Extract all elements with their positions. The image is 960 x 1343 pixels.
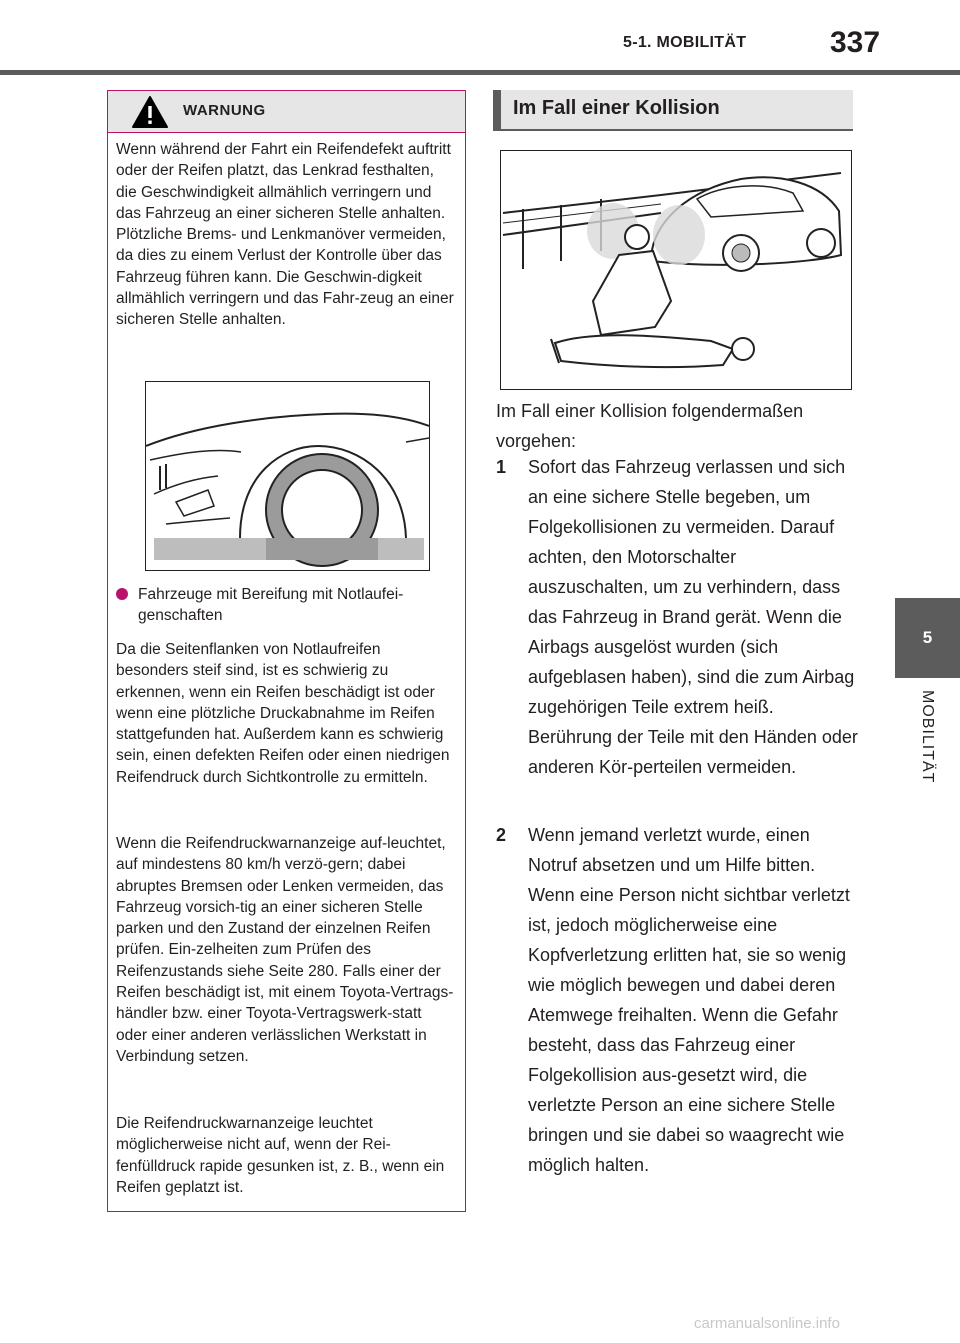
step-text: Wenn jemand verletzt wurde, einen Notruf absetzen und um Hilfe bitten. Wenn eine Person nicht sichtbar verletzt ist, jedoch möglicherweise eine Kopfverletzung erlitten hat, sie so wenig wie möglich bewegen und dabei deren Atemwege freihalten. Wenn die Gefahr besteht, dass das Fahrzeug einer Folgekollision aus-gesetzt wird, die verletzte Person an eine sichere Stelle bringen und sie dabei so waagrecht wie möglich halten.	[528, 825, 850, 1175]
roadside-first-aid-drawing	[501, 151, 851, 389]
warning-title: WARNUNG	[183, 102, 266, 119]
warning-header	[108, 91, 465, 133]
section-header-underline	[493, 129, 853, 131]
collision-intro: Im Fall einer Kollision folgendermaßen vorgehen:	[496, 401, 804, 451]
warning-paragraph-2: Da die Seitenflanken von Notlaufreifen besonders steif sind, ist es schwierig zu erkennen, wenn ein Reifen beschädigt ist oder wenn eine plötzliche Druckabnahme im Reifen stattgefunden hat. Außerdem kann es schwierig sein, einen defekten Reifen oder einen niedrigen Reifendruck durch Sichtkontrolle zu ermitteln.	[116, 641, 450, 786]
watermark: carmanualsonline.info	[694, 1315, 840, 1332]
section-header-bar	[493, 90, 501, 131]
bullet-dot-icon	[116, 588, 128, 600]
collision-illustration	[500, 150, 852, 390]
step-number: 1	[496, 457, 507, 477]
chapter-number: 5	[922, 628, 933, 647]
header-rule	[0, 70, 960, 75]
warning-paragraph-4: Die Reifendruckwarnanzeige leuchtet möglicherweise nicht auf, wenn der Rei-fenfülldruck rapide gesunken ist, z. B., wenn ein Reifen geplatzt ist.	[116, 1115, 445, 1196]
collision-section-header	[493, 90, 853, 131]
collision-section-title: Im Fall einer Kollision	[513, 97, 720, 119]
page-number: 337	[830, 26, 881, 59]
warning-triangle-icon	[131, 95, 169, 129]
chapter-label: MOBILITÄT	[919, 690, 936, 784]
warning-paragraph-1: Wenn während der Fahrt ein Reifendefekt auftritt oder der Reifen platzt, das Lenkrad festhalten, die Geschwindigkeit allmählich verringern und das Fahrzeug an einer sicheren Stelle anhalten. Plötzliche Brems- und Lenkmanöver vermeiden, da dies zu einem Verlust der Kontrolle über das Fahrzeug führen kann. Die Geschwin-digkeit allmählich verringern und das Fahr-zeug an einer sicheren Stelle anhalten.	[116, 141, 454, 329]
warning-paragraph-3: Wenn die Reifendruckwarnanzeige auf-leuchtet, auf mindestens 80 km/h verzö-gern; dabei abruptes Bremsen oder Lenken vermeiden, das Fahrzeug vorsich-tig an einer sicheren Stelle parken und den Zustand der einzelnen Reifen prüfen. Ein-zelheiten zum Prüfen des Reifenzustands siehe Seite 280. Falls einer der Reifen beschädigt ist, mit einem Toyota-Vertrags-händler bzw. einer Toyota-Vertragswerk-statt oder einer anderen verlässlichen Werkstatt in Verbindung setzen.	[116, 835, 454, 1065]
chapter-tab[interactable]	[895, 598, 960, 678]
runflat-tire-illustration	[145, 381, 430, 571]
runflat-bullet-text: Fahrzeuge mit Bereifung mit Notlaufei-genschaften	[138, 586, 404, 624]
section-label: 5-1. MOBILITÄT	[623, 34, 747, 51]
car-wheel-drawing	[146, 382, 429, 570]
step-number: 2	[496, 825, 507, 845]
step-text: Sofort das Fahrzeug verlassen und sich an eine sichere Stelle begeben, um Folgekollisionen zu vermeiden. Darauf achten, den Motorschalter auszuschalten, um zu verhindern, dass das Fahrzeug in Brand gerät. Wenn die Airbags ausgelöst wurden (sich aufgeblasen haben), sind die zum Airbag zugehörigen Teile extrem heiß. Berührung der Teile mit den Händen oder anderen Kör-perteilen vermeiden.	[528, 457, 858, 777]
warning-box	[107, 90, 466, 1212]
